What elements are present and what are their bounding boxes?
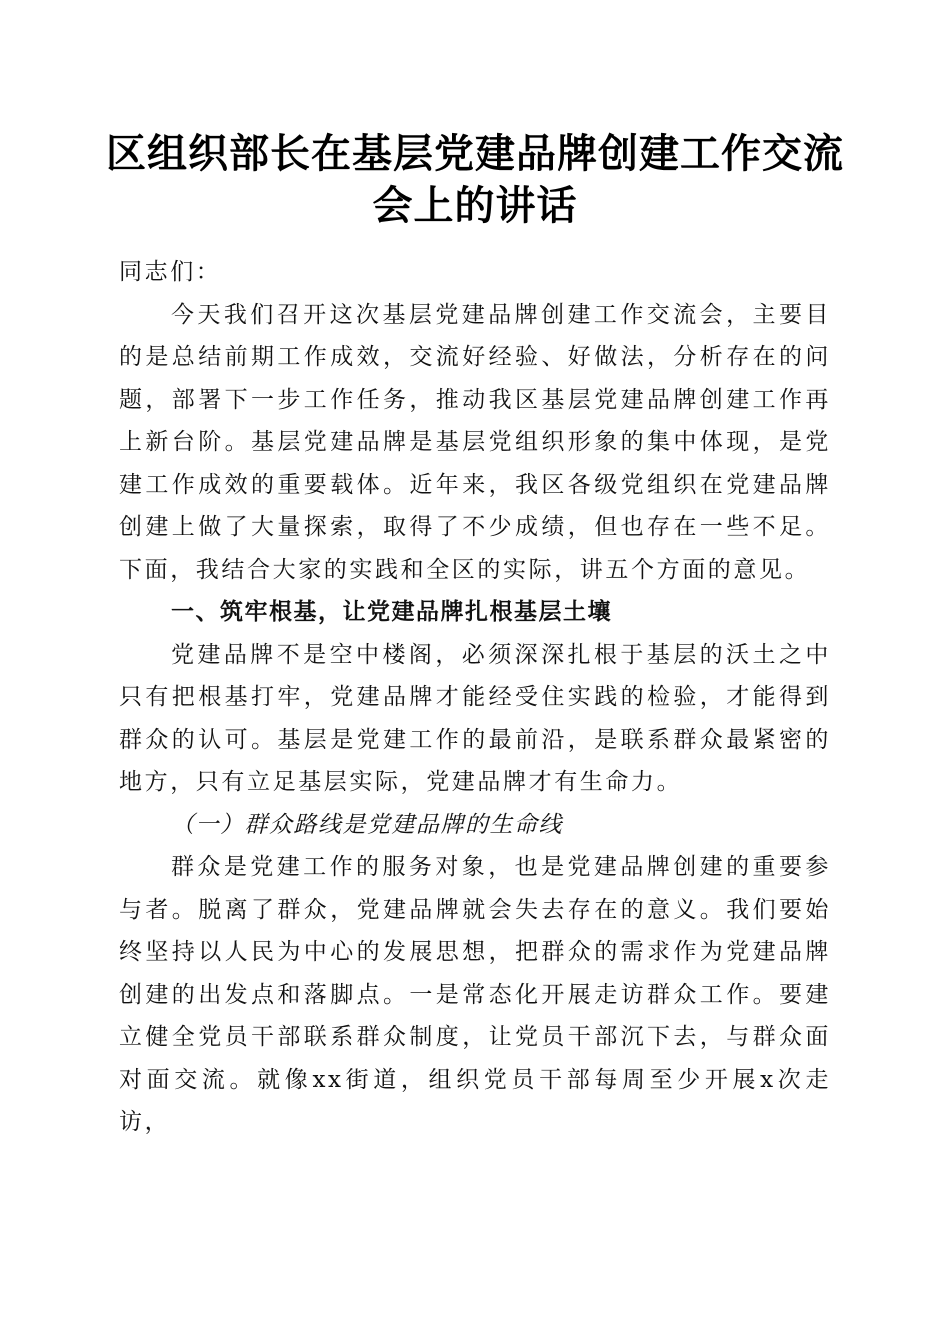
document-title: 区组织部长在基层党建品牌创建工作交流会上的讲话 xyxy=(106,130,844,229)
intro-paragraph: 今天我们召开这次基层党建品牌创建工作交流会，主要目的是总结前期工作成效，交流好经验、好做法，分析存在的问题，部署下一步工作任务，推动我区基层党建品牌创建工作再上新台阶。基层党建品牌是基层党组织形象的集中体现，是党建工作成效的重要载体。近年来，我区各级党组织在党建品牌创建上做了大量探索，取得了不少成绩，但也存在一些不足。下面，我结合大家的实践和全区的实际，讲五个方面的意见。 xyxy=(119,301,831,583)
section-heading-1: 一、筑牢根基，让党建品牌扎根基层土壤 xyxy=(171,599,612,625)
document-body xyxy=(119,251,831,1144)
salutation: 同志们： xyxy=(119,259,222,285)
subsection-1-paragraph: 群众是党建工作的服务对象，也是党建品牌创建的重要参与者。脱离了群众，党建品牌就会失去存在的意义。我们要始终坚持以人民为中心的发展思想，把群众的需求作为党建品牌创建的出发点和落脚点。一是常态化开展走访群众工作。要建立健全党员干部联系群众制度，让党员干部沉下去，与群众面对面交流。就像xx街道，组织党员干部每周至少开展x次走访， xyxy=(119,854,831,1135)
section-1-paragraph: 党建品牌不是空中楼阁，必须深深扎根于基层的沃土之中只有把根基打牢，党建品牌才能经受住实践的检验，才能得到群众的认可。基层是党建工作的最前沿，是联系群众最紧密的地方，只有立足基层实际，党建品牌才有生命力。 xyxy=(119,641,831,795)
subsection-heading-1: （一）群众路线是党建品牌的生命线 xyxy=(171,811,563,838)
